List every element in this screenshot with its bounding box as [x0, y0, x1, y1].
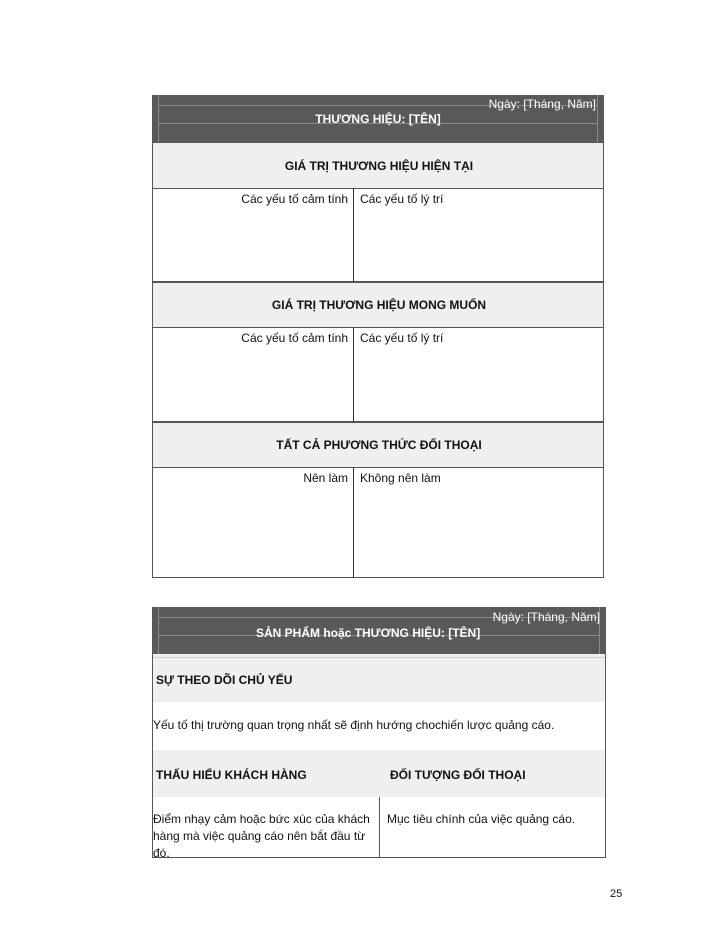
section1-right-label: Các yếu tố lý trí — [360, 192, 444, 206]
form2-insight-body — [152, 797, 380, 858]
section3-heading-text: TẤT CẢ PHƯƠNG THỨC ĐỐI THOẠI — [276, 438, 482, 452]
form1-section3-heading — [152, 422, 604, 468]
form-key-tracking — [152, 607, 606, 858]
audience-heading-text: ĐỐI TƯỢNG ĐỐI THOẠI — [390, 768, 526, 782]
page-number: 25 — [610, 888, 623, 900]
form1-section1-body — [152, 188, 604, 282]
form2-insight-heading — [152, 750, 379, 797]
section2-heading-text: GIÁ TRỊ THƯƠNG HIỆU MONG MUỐN — [271, 298, 487, 312]
section3-left-label: Nên làm — [303, 471, 348, 485]
tracking-heading-text: SỰ THEO DÕI CHỦ YẾU — [156, 673, 293, 687]
insight-text: Điểm nhạy cảm hoặc bức xúc của khách hàng mà việc quảng cáo nên bắt đầu từ đó. — [153, 812, 370, 860]
form2-audience-body — [379, 797, 606, 858]
form1-section2-body — [152, 327, 604, 422]
form2-header — [152, 607, 606, 654]
insight-heading-text: THẤU HIỂU KHÁCH HÀNG — [156, 768, 307, 782]
form2-brand-title: SẢN PHẨM hoặc THƯƠNG HIỆU: [TÊN] — [256, 626, 481, 640]
form2-audience-heading — [379, 750, 606, 797]
section1-left-label: Các yếu tố cảm tính — [241, 192, 348, 206]
form1-section3-body — [152, 467, 604, 578]
section2-left-label: Các yếu tố cảm tính — [241, 331, 348, 345]
form1-section1-heading — [152, 142, 604, 189]
form1-section2-heading — [152, 282, 604, 328]
form2-tracking-body — [152, 702, 606, 750]
form1-brand-title: THƯƠNG HIỆU: [TÊN] — [315, 112, 441, 126]
section3-right-label: Không nên làm — [360, 471, 441, 485]
form2-tracking-heading — [152, 654, 606, 702]
tracking-text: Yếu tố thị trường quan trọng nhất sẽ định hướng chochiến lược quảng cáo. — [153, 718, 555, 732]
form1-header — [152, 95, 604, 142]
audience-text: Mục tiêu chính của việc quảng cáo. — [387, 812, 576, 826]
section1-heading-text: GIÁ TRỊ THƯƠNG HIỆU HIỆN TẠI — [284, 159, 474, 173]
form2-date: Ngày: [Tháng, Năm] — [492, 610, 600, 624]
form1-date: Ngày: [Tháng, Năm] — [488, 97, 596, 111]
form-brand-value — [152, 95, 604, 578]
section2-right-label: Các yếu tố lý trí — [360, 331, 444, 345]
